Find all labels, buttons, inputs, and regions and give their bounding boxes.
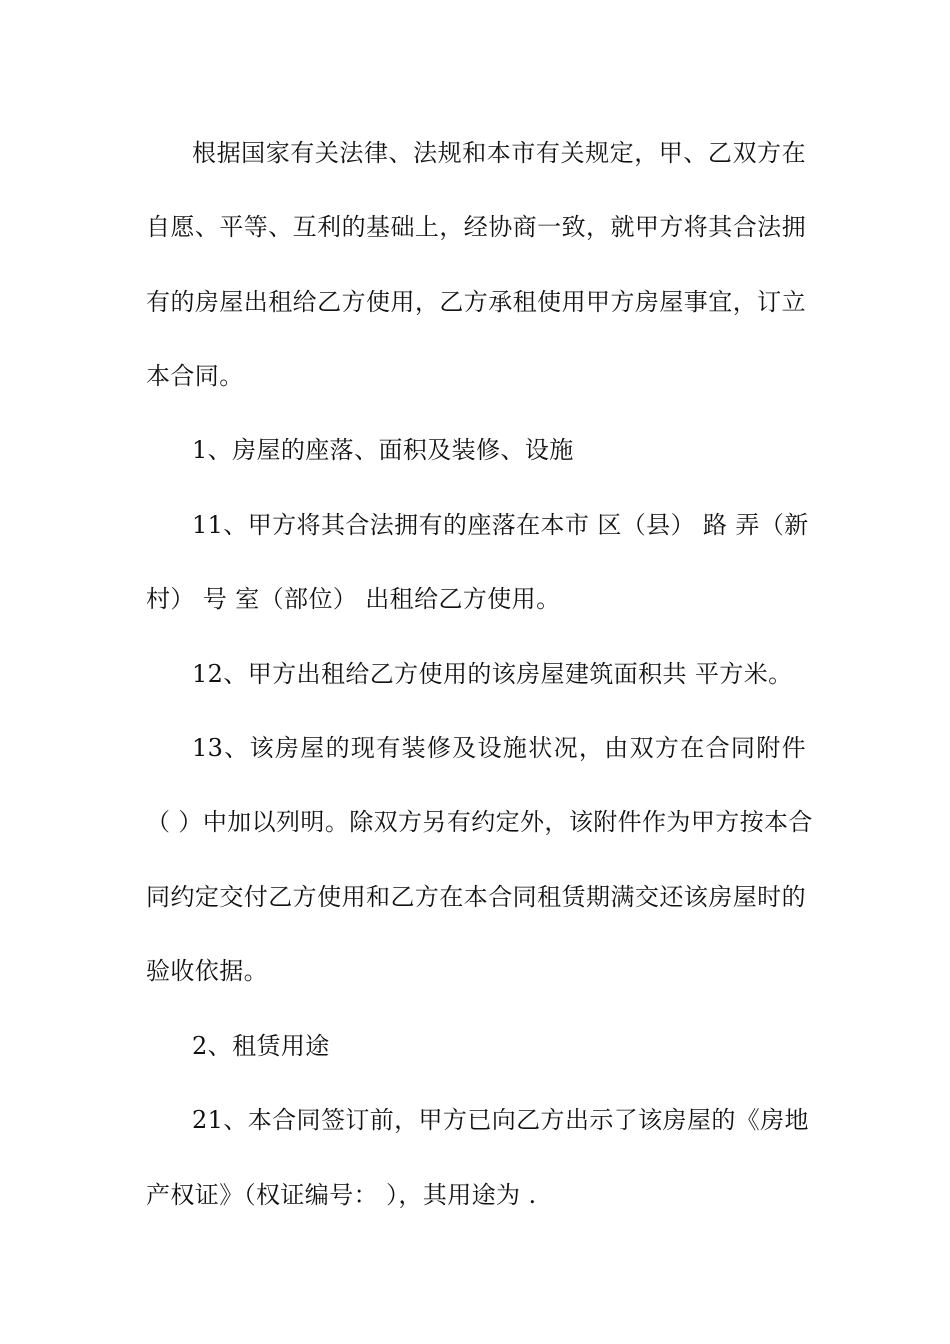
section-1-heading: 1、房屋的座落、面积及装修、设施 xyxy=(192,436,574,464)
clause-13-line-2: （ ）中加以列明。除双方另有约定外，该附件作为甲方按本合 xyxy=(146,808,813,836)
section-2-heading: 2、租赁用途 xyxy=(192,1032,330,1060)
clause-13-line-1: 13、该房屋的现有装修及设施状况，由双方在合同附件 xyxy=(192,734,806,762)
paragraph-intro-line-2: 自愿、平等、互利的基础上，经协商一致，就甲方将其合法拥 xyxy=(146,213,806,241)
clause-11-line-1: 11、甲方将其合法拥有的座落在本市 区（县） 路 弄（新 xyxy=(192,511,809,539)
clause-12: 12、甲方出租给乙方使用的该房屋建筑面积共 平方米。 xyxy=(192,660,793,688)
clause-13-line-4: 验收依据。 xyxy=(146,957,268,985)
paragraph-intro-line-4: 本合同。 xyxy=(146,362,244,390)
paragraph-intro-line-1: 根据国家有关法律、法规和本市有关规定，甲、乙双方在 xyxy=(192,139,806,167)
clause-13-line-3: 同约定交付乙方使用和乙方在本合同租赁期满交还该房屋时的 xyxy=(146,883,806,911)
clause-21-line-1: 21、本合同签订前，甲方已向乙方出示了该房屋的《房地 xyxy=(192,1106,809,1134)
clause-11-line-2: 村） 号 室（部位） 出租给乙方使用。 xyxy=(146,585,561,613)
clause-21-line-2: 产权证》（权证编号： ），其用途为 . xyxy=(146,1181,537,1209)
paragraph-intro-line-3: 有的房屋出租给乙方使用，乙方承租使用甲方房屋事宜，订立 xyxy=(146,288,806,316)
